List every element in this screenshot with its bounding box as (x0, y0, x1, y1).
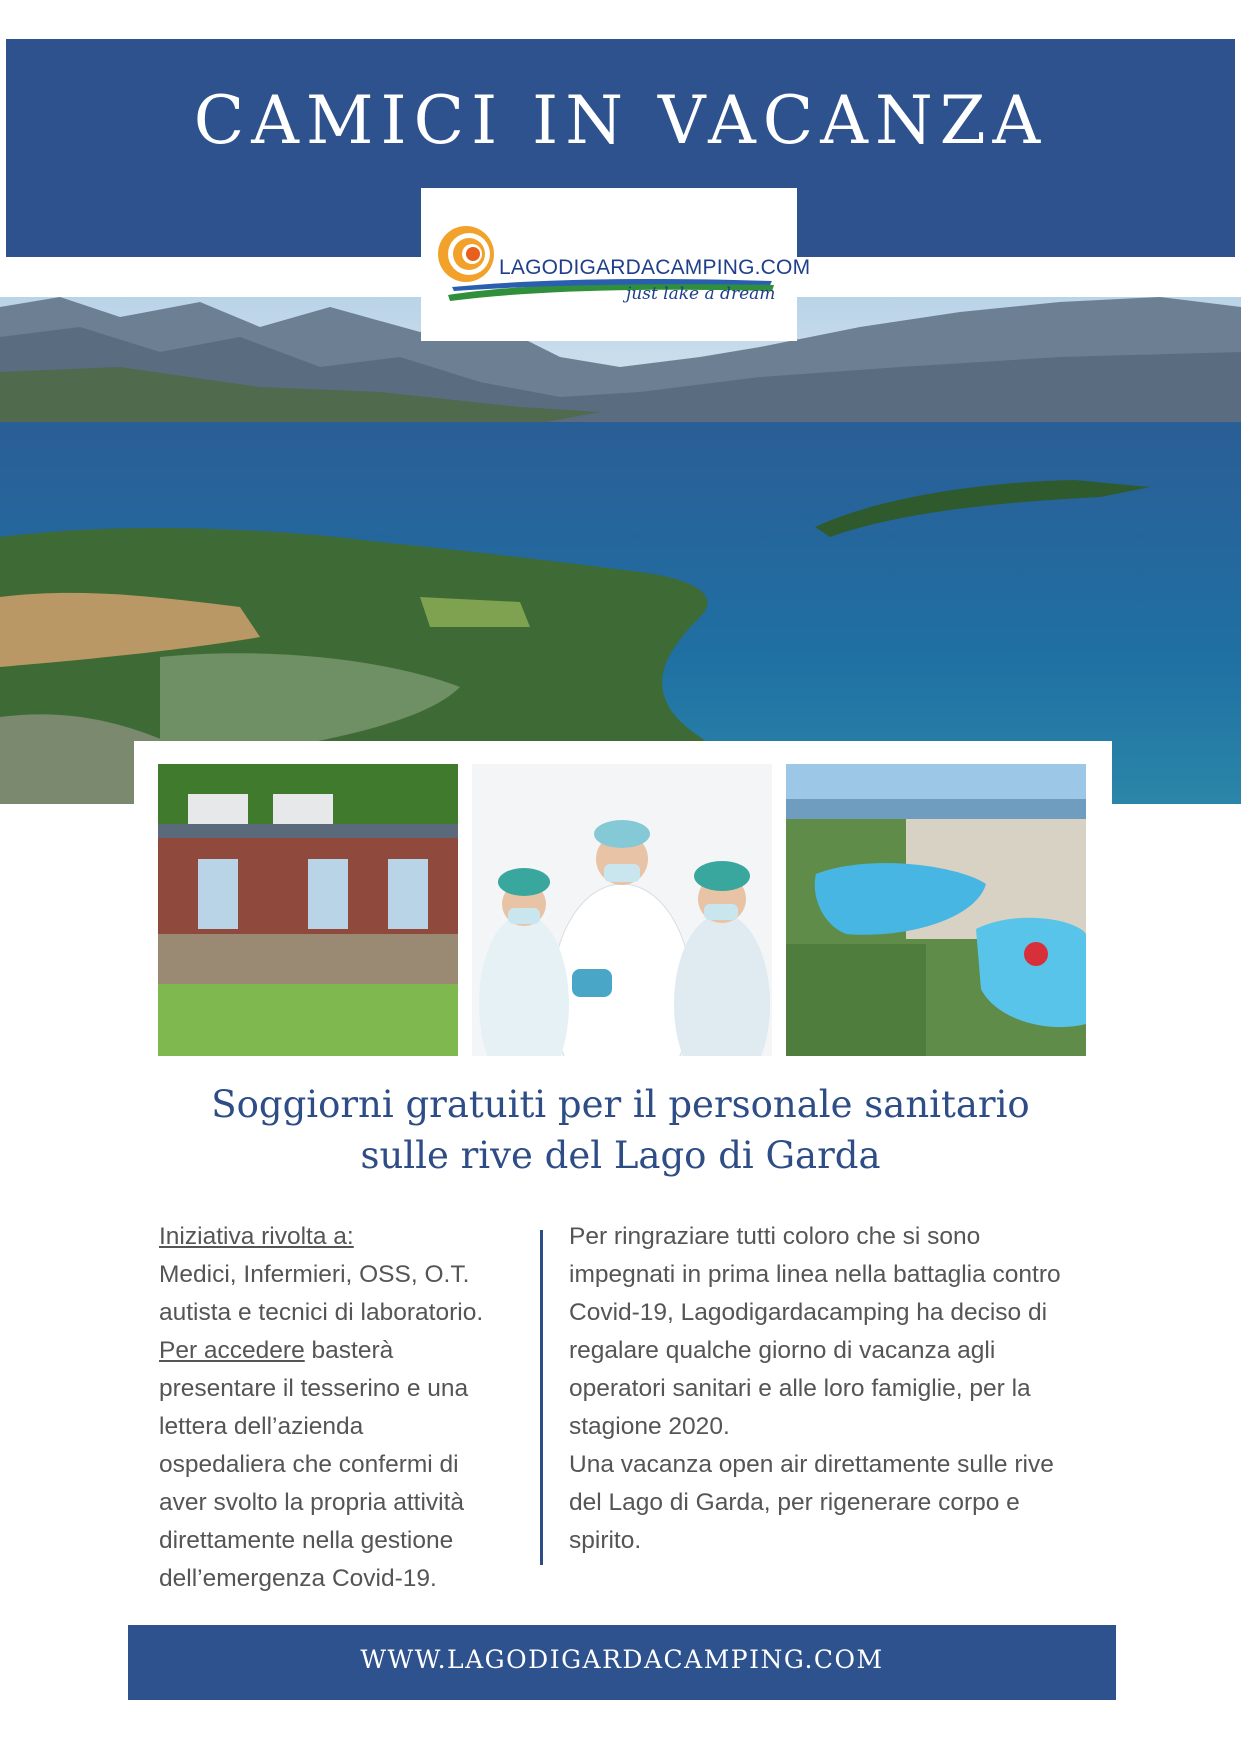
body-line: stagione 2020. (569, 1413, 730, 1440)
body-line: Una vacanza open air direttamente sulle rive (569, 1451, 1054, 1478)
page-title: CAMICI IN VACANZA (193, 82, 1048, 159)
left-column (159, 1218, 529, 1598)
column-divider (540, 1230, 543, 1565)
body-line: spirito. (569, 1527, 642, 1554)
lake-garda-panorama-image (0, 297, 1241, 804)
body-line: operatori sanitari e alle loro famiglie, per la (569, 1375, 1031, 1402)
initiative-heading: Iniziativa rivolta a: (159, 1223, 354, 1250)
swimming-pool-photo (786, 764, 1086, 1056)
mobile-home-photo (158, 764, 458, 1056)
recipients-line-2: autista e tecnici di laboratorio. (159, 1299, 484, 1326)
access-line: direttamente nella gestione (159, 1527, 454, 1554)
body-line: Per ringraziare tutti coloro che si sono (569, 1223, 981, 1250)
body-line: impegnati in prima linea nella battaglia contro (569, 1261, 1061, 1288)
headline-line-2: sulle rive del Lago di Garda (360, 1134, 881, 1177)
medical-staff-photo (472, 764, 772, 1056)
access-line: presentare il tesserino e una (159, 1375, 469, 1402)
website-link[interactable]: WWW.LAGODIGARDACAMPING.COM (360, 1645, 884, 1674)
recipients-line-1: Medici, Infermieri, OSS, O.T. (159, 1261, 470, 1288)
photo-strip (134, 741, 1112, 1071)
logo-box (421, 188, 811, 341)
body-line: Covid-19, Lagodigardacamping ha deciso di (569, 1299, 1048, 1326)
access-line: dell’emergenza Covid-19. (159, 1565, 437, 1592)
right-column (569, 1218, 1129, 1560)
access-text: basterà (304, 1337, 394, 1364)
body-line: regalare qualche giorno di vacanza agli (569, 1337, 996, 1364)
logo-tagline: just lake a dream (626, 284, 776, 304)
access-line: lettera dell’azienda (159, 1413, 364, 1440)
access-line: aver svolto la propria attività (159, 1489, 465, 1516)
logo-brand-text: LAGODIGARDACAMPING.COM (499, 256, 811, 279)
body-line: del Lago di Garda, per rigenerare corpo e (569, 1489, 1020, 1516)
access-line: ospedaliera che confermi di (159, 1451, 459, 1478)
footer-band (128, 1625, 1116, 1700)
headline-line-1: Soggiorni gratuiti per il personale sanitario (211, 1083, 1030, 1126)
access-label: Per accedere (159, 1337, 305, 1364)
